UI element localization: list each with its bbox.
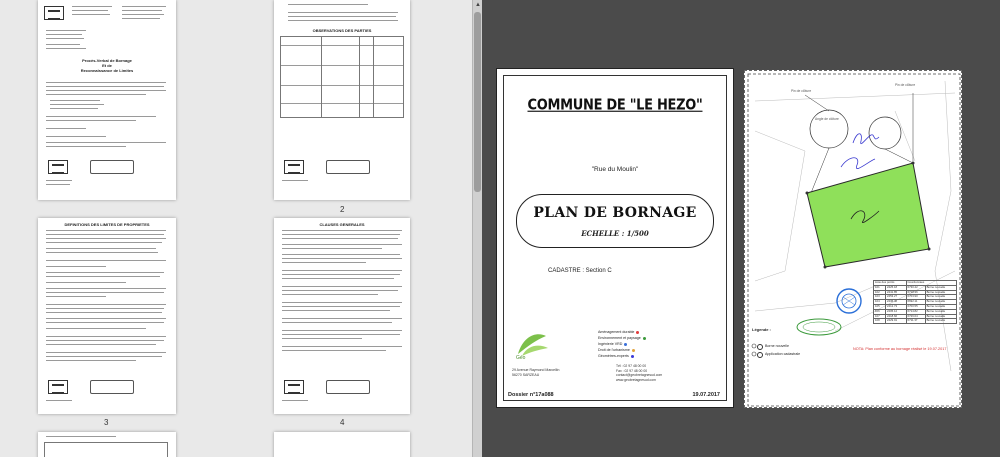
- thumbnail-page-6[interactable]: [274, 432, 410, 457]
- signature-box: [326, 380, 370, 394]
- thumb-heading-clauses: CLAUSES GENERALES: [319, 222, 365, 227]
- thumbnail-scrollbar[interactable]: [472, 0, 482, 457]
- legend-item: Borne nouvelle: [765, 344, 789, 348]
- service-item: Aménagement durable: [598, 330, 639, 334]
- table-row: 108 2429.91 6711.37 Borne nouvelle: [874, 319, 957, 324]
- table-row: 101 2425.18 6730.42 Borne nouvelle: [874, 285, 957, 290]
- legend-title: Légende :: [752, 327, 771, 332]
- thumbnail-page-2[interactable]: [274, 0, 410, 200]
- company-contact: Tél : 02 97 48 00 00 Fax : 02 97 48 00 00 contact@geobretagnesud.com www.geobretagnesud.com: [616, 364, 663, 382]
- thumb-heading-observations: OBSERVATIONS DES PARTIES: [312, 28, 372, 33]
- thumbnail-panel[interactable]: [0, 0, 472, 457]
- thumbnail-page-3[interactable]: [38, 218, 176, 414]
- angle-label: Angle de clôture: [815, 117, 839, 121]
- page-number-label: 3: [104, 418, 109, 427]
- company-logo-footer: [48, 380, 68, 394]
- plan-title-box: [516, 194, 714, 248]
- pin-label: Pin de clôture: [895, 83, 916, 87]
- page-number-label: 4: [340, 418, 345, 427]
- table-row: 106 2405.12 6714.82 Borne nouvelle: [874, 309, 957, 314]
- company-address: 29 Avenue Raymond Marcellin 56270 SARZEAU: [512, 368, 560, 377]
- table-row: 107 2418.66 6726.04 Borne nouvelle: [874, 314, 957, 319]
- scroll-up-arrow-icon[interactable]: ▲: [475, 2, 481, 8]
- thumb-heading-definitions: DEFINITIONS DES LIMITES DE PROPRIETES: [64, 222, 150, 227]
- cover-footer: [508, 316, 722, 401]
- dossier-number: Dossier n°17a088: [508, 392, 554, 398]
- company-logo: [44, 6, 64, 20]
- service-item: Ingénierie VRD: [598, 342, 627, 346]
- commune-title: COMMUNE DE "LE HEZO": [527, 96, 703, 115]
- plan-note: NOTA: Plan conforme au bornage réalisé le 19.07.2017: [853, 347, 947, 351]
- cover-page: [496, 68, 734, 408]
- thumb-title-line-2: Et de: [102, 63, 112, 68]
- service-item: Géomètres-experts: [598, 354, 634, 358]
- company-logo-footer: [284, 380, 304, 394]
- company-logo-footer: [284, 160, 304, 174]
- page-number-label: 2: [340, 205, 345, 214]
- table-row: 103 2453.27 6703.90 Borne nouvelle: [874, 295, 957, 300]
- thumb-title-line-3: Reconnaissance de Limites: [80, 68, 134, 73]
- signature-box: [90, 380, 134, 394]
- svg-text:Géo: Géo: [516, 355, 526, 360]
- plan-title: PLAN DE BORNAGE: [533, 205, 697, 221]
- plan-date: 19.07.2017: [692, 392, 720, 398]
- legend-item: Application cadastrale: [765, 352, 801, 356]
- coordinates-table: Liste des points Coordonnées 101 2425.18 6730.42 Borne nouvelle 102 2441.85 6718.36 Borne nouvelle 103 2453.27 6703.90 Borne nouvelle 104 2436.40 6692.11 Borne nouvelle 105 2412.73 6700.55 Borne nouvelle 106 2405.12 6714.82 Borne nouvelle 107 2418.66 6726.04 Borne nouvelle 108 2429.91 6711.37 Borne nouvelle: [873, 280, 957, 324]
- company-logo-footer: [48, 160, 68, 174]
- document-view[interactable]: [482, 0, 1000, 457]
- signature-box: [326, 160, 370, 174]
- service-item: Droit de l'urbanisme: [598, 348, 635, 352]
- pin-label: Pin de clôture: [791, 89, 812, 93]
- plan-page: [744, 70, 962, 408]
- thumb-title-line-1: Procès-Verbal de Bornage: [82, 58, 132, 63]
- road-name: "Rue du Moulin": [591, 166, 639, 173]
- scrollbar-thumb[interactable]: [474, 12, 481, 192]
- thumbnail-page-5[interactable]: [38, 432, 176, 457]
- cadastre-section: CADASTRE : Section C: [548, 268, 612, 274]
- signature-box: [90, 160, 134, 174]
- company-leaf-logo-icon: [514, 330, 550, 360]
- service-item: Environnement et paysage: [598, 336, 646, 340]
- thumbnail-page-4[interactable]: [274, 218, 410, 414]
- plan-scale: ECHELLE : 1/500: [581, 229, 649, 238]
- table-row: 104 2436.40 6692.11 Borne nouvelle: [874, 300, 957, 305]
- cadastral-plan-drawing: [745, 71, 963, 409]
- table-row: 102 2441.85 6718.36 Borne nouvelle: [874, 290, 957, 295]
- thumbnail-page-1[interactable]: [38, 0, 176, 200]
- thumb-observations-table: [280, 36, 404, 118]
- table-row: 105 2412.73 6700.55 Borne nouvelle: [874, 304, 957, 309]
